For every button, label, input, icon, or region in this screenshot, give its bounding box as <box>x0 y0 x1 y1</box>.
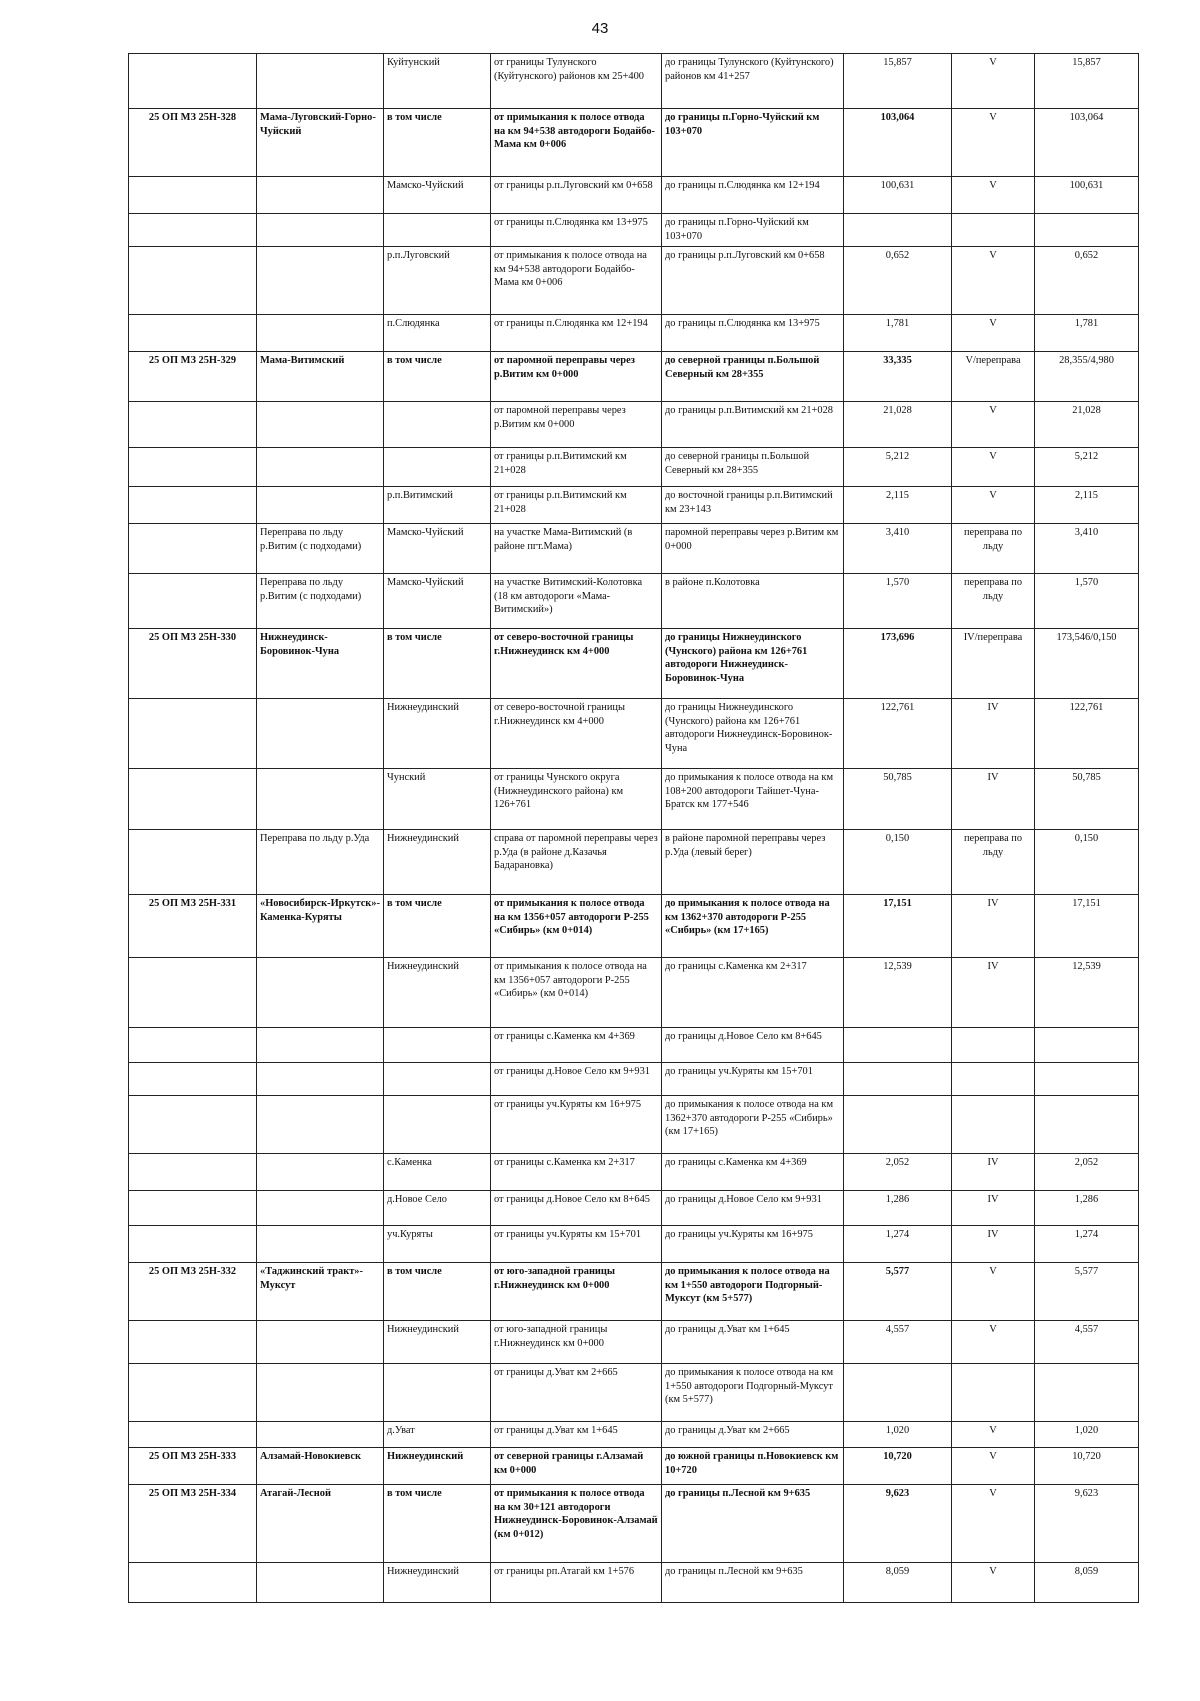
section-start-cell: от границы р.п.Луговский км 0+658 <box>491 177 662 214</box>
road-code-cell <box>129 448 257 487</box>
road-code-cell <box>129 54 257 109</box>
road-code-cell: 25 ОП МЗ 25Н-331 <box>129 895 257 958</box>
section-start-cell: от границы рп.Атагай км 1+576 <box>491 1563 662 1603</box>
section-end-cell: до границы п.Горно-Чуйский км 103+070 <box>662 109 844 177</box>
length-by-category-cell: 5,212 <box>1035 448 1139 487</box>
length-by-category-cell: 12,539 <box>1035 958 1139 1028</box>
road-name-cell: Мама-Витимский <box>257 352 384 402</box>
road-category-cell: V <box>952 247 1035 315</box>
district-cell: Нижнеудинский <box>384 958 491 1028</box>
road-name-cell <box>257 699 384 769</box>
table-row <box>129 524 1139 574</box>
road-name-cell <box>257 177 384 214</box>
length-km-cell: 122,761 <box>844 699 952 769</box>
table-row <box>129 1028 1139 1063</box>
length-by-category-cell: 1,274 <box>1035 1226 1139 1263</box>
road-code-cell <box>129 1422 257 1448</box>
section-end-cell: до границы уч.Куряты км 16+975 <box>662 1226 844 1263</box>
road-code-cell <box>129 177 257 214</box>
table-row <box>129 448 1139 487</box>
section-start-cell: на участке Мама-Витимский (в районе пгт.Мама) <box>491 524 662 574</box>
district-cell: р.п.Луговский <box>384 247 491 315</box>
section-end-cell: до границы д.Новое Село км 8+645 <box>662 1028 844 1063</box>
road-name-cell: Мама-Луговский-Горно-Чуйский <box>257 109 384 177</box>
road-name-cell <box>257 1096 384 1154</box>
road-category-cell: IV <box>952 699 1035 769</box>
section-start-cell: от примыкания к полосе отвода на км 94+538 автодороги Бодайбо-Мама км 0+006 <box>491 247 662 315</box>
road-name-cell <box>257 1563 384 1603</box>
length-by-category-cell: 103,064 <box>1035 109 1139 177</box>
section-end-cell: до северной границы п.Большой Северный км 28+355 <box>662 352 844 402</box>
road-name-cell <box>257 1226 384 1263</box>
length-by-category-cell: 173,546/0,150 <box>1035 629 1139 699</box>
length-by-category-cell: 1,286 <box>1035 1191 1139 1226</box>
section-start-cell: от границы Тулунского (Куйтунского) районов км 25+400 <box>491 54 662 109</box>
section-start-cell: от паромной переправы через р.Витим км 0+000 <box>491 402 662 448</box>
district-cell <box>384 1028 491 1063</box>
district-cell: в том числе <box>384 109 491 177</box>
road-code-cell <box>129 1321 257 1364</box>
length-by-category-cell: 28,355/4,980 <box>1035 352 1139 402</box>
road-name-cell <box>257 214 384 247</box>
length-by-category-cell <box>1035 1063 1139 1096</box>
section-end-cell: до примыкания к полосе отвода на км 1362+370 автодороги Р-255 «Сибирь» (км 17+165) <box>662 895 844 958</box>
road-code-cell <box>129 214 257 247</box>
length-km-cell: 0,652 <box>844 247 952 315</box>
table-row <box>129 629 1139 699</box>
road-code-cell <box>129 830 257 895</box>
length-by-category-cell: 1,020 <box>1035 1422 1139 1448</box>
section-start-cell: от границы п.Слюдянка км 13+975 <box>491 214 662 247</box>
length-km-cell <box>844 214 952 247</box>
table-row <box>129 895 1139 958</box>
section-start-cell: от границы р.п.Витимский км 21+028 <box>491 487 662 524</box>
section-start-cell: от северо-восточной границы г.Нижнеудинск км 4+000 <box>491 629 662 699</box>
road-category-cell: V <box>952 448 1035 487</box>
section-start-cell: от примыкания к полосе отвода на км 30+121 автодороги Нижнеудинск-Боровинок-Алзамай (км 0+012) <box>491 1485 662 1563</box>
road-category-cell <box>952 214 1035 247</box>
road-code-cell <box>129 1226 257 1263</box>
road-category-cell: IV <box>952 958 1035 1028</box>
section-end-cell: до границы с.Каменка км 2+317 <box>662 958 844 1028</box>
road-category-cell: V <box>952 402 1035 448</box>
road-name-cell: Атагай-Лесной <box>257 1485 384 1563</box>
section-end-cell: до границы п.Слюдянка км 12+194 <box>662 177 844 214</box>
section-end-cell: до границы п.Лесной км 9+635 <box>662 1563 844 1603</box>
table-row <box>129 958 1139 1028</box>
table-row <box>129 177 1139 214</box>
district-cell: п.Слюдянка <box>384 315 491 352</box>
length-km-cell: 17,151 <box>844 895 952 958</box>
length-km-cell: 21,028 <box>844 402 952 448</box>
length-km-cell: 5,212 <box>844 448 952 487</box>
section-end-cell: до примыкания к полосе отвода на км 1+550 автодороги Подгорный-Муксут (км 5+577) <box>662 1263 844 1321</box>
road-category-cell: переправа по льду <box>952 524 1035 574</box>
road-name-cell: Переправа по льду р.Витим (с подходами) <box>257 574 384 629</box>
length-by-category-cell: 2,052 <box>1035 1154 1139 1191</box>
road-name-cell <box>257 487 384 524</box>
length-by-category-cell: 3,410 <box>1035 524 1139 574</box>
road-code-cell <box>129 524 257 574</box>
length-km-cell: 2,052 <box>844 1154 952 1191</box>
length-by-category-cell: 0,150 <box>1035 830 1139 895</box>
length-km-cell: 173,696 <box>844 629 952 699</box>
table-row <box>129 1263 1139 1321</box>
road-code-cell <box>129 402 257 448</box>
road-code-cell <box>129 1364 257 1422</box>
length-km-cell: 4,557 <box>844 1321 952 1364</box>
section-end-cell: до границы р.п.Луговский км 0+658 <box>662 247 844 315</box>
section-end-cell: до границы д.Новое Село км 9+931 <box>662 1191 844 1226</box>
length-by-category-cell: 5,577 <box>1035 1263 1139 1321</box>
section-start-cell: от границы д.Новое Село км 8+645 <box>491 1191 662 1226</box>
section-end-cell: до границы р.п.Витимский км 21+028 <box>662 402 844 448</box>
length-by-category-cell: 122,761 <box>1035 699 1139 769</box>
road-category-cell <box>952 1063 1035 1096</box>
road-category-cell: IV <box>952 769 1035 830</box>
section-start-cell: от границы уч.Куряты км 15+701 <box>491 1226 662 1263</box>
road-name-cell: Переправа по льду р.Витим (с подходами) <box>257 524 384 574</box>
district-cell <box>384 448 491 487</box>
district-cell: в том числе <box>384 629 491 699</box>
table-row <box>129 574 1139 629</box>
section-start-cell: от паромной переправы через р.Витим км 0+000 <box>491 352 662 402</box>
road-category-cell: V <box>952 487 1035 524</box>
length-km-cell: 8,059 <box>844 1563 952 1603</box>
road-code-cell <box>129 1191 257 1226</box>
length-km-cell: 1,781 <box>844 315 952 352</box>
section-start-cell: от границы п.Слюдянка км 12+194 <box>491 315 662 352</box>
section-end-cell: до северной границы п.Большой Северный км 28+355 <box>662 448 844 487</box>
table-row <box>129 1364 1139 1422</box>
road-code-cell <box>129 247 257 315</box>
road-code-cell <box>129 1063 257 1096</box>
district-cell: Нижнеудинский <box>384 1563 491 1603</box>
section-end-cell: до примыкания к полосе отвода на км 1362+370 автодороги Р-255 «Сибирь» (км 17+165) <box>662 1096 844 1154</box>
road-name-cell <box>257 54 384 109</box>
table-row <box>129 1422 1139 1448</box>
road-code-cell <box>129 1563 257 1603</box>
section-start-cell: от примыкания к полосе отвода на км 1356+057 автодороги Р-255 «Сибирь» (км 0+014) <box>491 895 662 958</box>
page-number: 43 <box>591 20 609 37</box>
district-cell: в том числе <box>384 895 491 958</box>
table-row <box>129 1063 1139 1096</box>
district-cell <box>384 1364 491 1422</box>
section-start-cell: от юго-западной границы г.Нижнеудинск км 0+000 <box>491 1321 662 1364</box>
section-start-cell: от юго-западной границы г.Нижнеудинск км 0+000 <box>491 1263 662 1321</box>
road-code-cell: 25 ОП МЗ 25Н-328 <box>129 109 257 177</box>
road-category-cell: V <box>952 1422 1035 1448</box>
district-cell: уч.Куряты <box>384 1226 491 1263</box>
section-end-cell: до южной границы п.Новокиевск км 10+720 <box>662 1448 844 1485</box>
table-row <box>129 830 1139 895</box>
road-category-cell: V <box>952 1485 1035 1563</box>
length-by-category-cell: 8,059 <box>1035 1563 1139 1603</box>
section-end-cell: до границы п.Лесной км 9+635 <box>662 1485 844 1563</box>
table-row <box>129 769 1139 830</box>
road-code-cell <box>129 1028 257 1063</box>
table-row <box>129 1191 1139 1226</box>
road-name-cell: Переправа по льду р.Уда <box>257 830 384 895</box>
district-cell <box>384 214 491 247</box>
section-end-cell: до границы Нижнеудинского (Чунского) района км 126+761 автодороги Нижнеудинск-Боровинок-Чуна <box>662 629 844 699</box>
road-name-cell <box>257 1321 384 1364</box>
length-km-cell: 2,115 <box>844 487 952 524</box>
road-category-cell: V <box>952 1263 1035 1321</box>
section-start-cell: от примыкания к полосе отвода на км 94+538 автодороги Бодайбо-Мама км 0+006 <box>491 109 662 177</box>
length-km-cell: 5,577 <box>844 1263 952 1321</box>
length-by-category-cell: 15,857 <box>1035 54 1139 109</box>
length-km-cell: 3,410 <box>844 524 952 574</box>
section-start-cell: на участке Витимский-Колотовка (18 км автодороги «Мама-Витимский») <box>491 574 662 629</box>
road-category-cell: V <box>952 1321 1035 1364</box>
section-start-cell: от границы с.Каменка км 2+317 <box>491 1154 662 1191</box>
section-end-cell: до границы уч.Куряты км 15+701 <box>662 1063 844 1096</box>
table-row <box>129 1154 1139 1191</box>
table-row <box>129 487 1139 524</box>
table-row <box>129 315 1139 352</box>
table-row <box>129 247 1139 315</box>
length-km-cell: 103,064 <box>844 109 952 177</box>
road-name-cell <box>257 1063 384 1096</box>
district-cell: Куйтунский <box>384 54 491 109</box>
road-category-cell: IV <box>952 1226 1035 1263</box>
district-cell: Мамско-Чуйский <box>384 524 491 574</box>
section-start-cell: от границы Чунского округа (Нижнеудинского района) км 126+761 <box>491 769 662 830</box>
table-row <box>129 1448 1139 1485</box>
district-cell <box>384 1063 491 1096</box>
table-row <box>129 1321 1139 1364</box>
road-name-cell <box>257 769 384 830</box>
district-cell: Нижнеудинский <box>384 699 491 769</box>
road-category-cell: V <box>952 54 1035 109</box>
road-name-cell <box>257 1154 384 1191</box>
road-name-cell: «Таджинский тракт»-Муксут <box>257 1263 384 1321</box>
length-km-cell: 12,539 <box>844 958 952 1028</box>
road-code-cell: 25 ОП МЗ 25Н-334 <box>129 1485 257 1563</box>
length-km-cell: 1,274 <box>844 1226 952 1263</box>
section-end-cell: до границы с.Каменка км 4+369 <box>662 1154 844 1191</box>
length-km-cell: 33,335 <box>844 352 952 402</box>
section-start-cell: от границы д.Уват км 1+645 <box>491 1422 662 1448</box>
road-code-cell <box>129 315 257 352</box>
road-name-cell <box>257 1422 384 1448</box>
road-code-cell <box>129 1154 257 1191</box>
road-code-cell: 25 ОП МЗ 25Н-330 <box>129 629 257 699</box>
district-cell <box>384 1096 491 1154</box>
road-code-cell: 25 ОП МЗ 25Н-333 <box>129 1448 257 1485</box>
road-name-cell <box>257 1028 384 1063</box>
length-by-category-cell: 2,115 <box>1035 487 1139 524</box>
road-code-cell <box>129 769 257 830</box>
road-name-cell <box>257 1191 384 1226</box>
section-end-cell: до границы Нижнеудинского (Чунского) района км 126+761 автодороги Нижнеудинск-Боровинок-Чуна <box>662 699 844 769</box>
roads-table <box>128 53 1139 1603</box>
length-by-category-cell: 9,623 <box>1035 1485 1139 1563</box>
road-category-cell <box>952 1028 1035 1063</box>
road-category-cell: переправа по льду <box>952 830 1035 895</box>
road-name-cell <box>257 448 384 487</box>
roads-table-body <box>129 54 1139 1603</box>
table-row <box>129 1485 1139 1563</box>
district-cell: Мамско-Чуйский <box>384 177 491 214</box>
road-category-cell: V <box>952 315 1035 352</box>
road-name-cell <box>257 1364 384 1422</box>
length-km-cell: 50,785 <box>844 769 952 830</box>
section-end-cell: до границы Тулунского (Куйтунского) районов км 41+257 <box>662 54 844 109</box>
road-name-cell <box>257 402 384 448</box>
district-cell: в том числе <box>384 1485 491 1563</box>
district-cell: Нижнеудинский <box>384 1448 491 1485</box>
road-category-cell: IV <box>952 1191 1035 1226</box>
section-start-cell: от северной границы г.Алзамай км 0+000 <box>491 1448 662 1485</box>
length-by-category-cell: 17,151 <box>1035 895 1139 958</box>
road-category-cell: IV/переправа <box>952 629 1035 699</box>
table-row <box>129 699 1139 769</box>
road-category-cell: V <box>952 109 1035 177</box>
section-start-cell: от границы р.п.Витимский км 21+028 <box>491 448 662 487</box>
district-cell: в том числе <box>384 352 491 402</box>
length-km-cell: 1,020 <box>844 1422 952 1448</box>
length-by-category-cell: 0,652 <box>1035 247 1139 315</box>
length-by-category-cell: 10,720 <box>1035 1448 1139 1485</box>
table-row <box>129 352 1139 402</box>
length-by-category-cell: 100,631 <box>1035 177 1139 214</box>
section-start-cell: от границы уч.Куряты км 16+975 <box>491 1096 662 1154</box>
road-category-cell: IV <box>952 895 1035 958</box>
length-by-category-cell <box>1035 1096 1139 1154</box>
table-row <box>129 1226 1139 1263</box>
section-end-cell: до примыкания к полосе отвода на км 108+200 автодороги Тайшет-Чуна-Братск км 177+546 <box>662 769 844 830</box>
section-start-cell: от границы д.Уват км 2+665 <box>491 1364 662 1422</box>
length-km-cell: 10,720 <box>844 1448 952 1485</box>
section-end-cell: до восточной границы р.п.Витимский км 23+143 <box>662 487 844 524</box>
road-name-cell: Алзамай-Новокиевск <box>257 1448 384 1485</box>
section-end-cell: в районе паромной переправы через р.Уда (левый берег) <box>662 830 844 895</box>
district-cell: Нижнеудинский <box>384 1321 491 1364</box>
length-by-category-cell <box>1035 1364 1139 1422</box>
road-code-cell <box>129 574 257 629</box>
road-code-cell: 25 ОП МЗ 25Н-332 <box>129 1263 257 1321</box>
district-cell: Мамско-Чуйский <box>384 574 491 629</box>
road-name-cell <box>257 315 384 352</box>
length-by-category-cell: 1,570 <box>1035 574 1139 629</box>
length-by-category-cell: 50,785 <box>1035 769 1139 830</box>
road-category-cell: переправа по льду <box>952 574 1035 629</box>
table-row <box>129 214 1139 247</box>
district-cell: р.п.Витимский <box>384 487 491 524</box>
district-cell: д.Новое Село <box>384 1191 491 1226</box>
section-start-cell: от примыкания к полосе отвода на км 1356+057 автодороги Р-255 «Сибирь» (км 0+014) <box>491 958 662 1028</box>
section-end-cell: до границы п.Горно-Чуйский км 103+070 <box>662 214 844 247</box>
length-by-category-cell: 1,781 <box>1035 315 1139 352</box>
section-end-cell: до примыкания к полосе отвода на км 1+550 автодороги Подгорный-Муксут (км 5+577) <box>662 1364 844 1422</box>
section-end-cell: в районе п.Колотовка <box>662 574 844 629</box>
road-category-cell: V <box>952 1563 1035 1603</box>
length-by-category-cell <box>1035 214 1139 247</box>
table-row <box>129 1096 1139 1154</box>
road-name-cell: Нижнеудинск-Боровинок-Чуна <box>257 629 384 699</box>
section-start-cell: от северо-восточной границы г.Нижнеудинск км 4+000 <box>491 699 662 769</box>
road-category-cell <box>952 1364 1035 1422</box>
district-cell: Чунский <box>384 769 491 830</box>
district-cell <box>384 402 491 448</box>
length-km-cell: 9,623 <box>844 1485 952 1563</box>
table-row <box>129 1563 1139 1603</box>
length-km-cell: 1,286 <box>844 1191 952 1226</box>
table-row <box>129 54 1139 109</box>
road-code-cell: 25 ОП МЗ 25Н-329 <box>129 352 257 402</box>
district-cell: Нижнеудинский <box>384 830 491 895</box>
section-end-cell: паромной переправы через р.Витим км 0+000 <box>662 524 844 574</box>
road-category-cell: IV <box>952 1154 1035 1191</box>
length-by-category-cell: 4,557 <box>1035 1321 1139 1364</box>
road-code-cell <box>129 958 257 1028</box>
section-end-cell: до границы д.Уват км 2+665 <box>662 1422 844 1448</box>
road-category-cell: V/переправа <box>952 352 1035 402</box>
section-start-cell: от границы с.Каменка км 4+369 <box>491 1028 662 1063</box>
length-km-cell <box>844 1063 952 1096</box>
length-km-cell: 100,631 <box>844 177 952 214</box>
road-name-cell <box>257 247 384 315</box>
section-start-cell: от границы д.Новое Село км 9+931 <box>491 1063 662 1096</box>
road-category-cell <box>952 1096 1035 1154</box>
length-km-cell: 15,857 <box>844 54 952 109</box>
length-km-cell <box>844 1096 952 1154</box>
road-name-cell <box>257 958 384 1028</box>
table-row <box>129 109 1139 177</box>
length-by-category-cell: 21,028 <box>1035 402 1139 448</box>
road-category-cell: V <box>952 1448 1035 1485</box>
length-by-category-cell <box>1035 1028 1139 1063</box>
length-km-cell: 1,570 <box>844 574 952 629</box>
length-km-cell <box>844 1028 952 1063</box>
road-code-cell <box>129 487 257 524</box>
length-km-cell: 0,150 <box>844 830 952 895</box>
road-category-cell: V <box>952 177 1035 214</box>
road-code-cell <box>129 699 257 769</box>
district-cell: с.Каменка <box>384 1154 491 1191</box>
road-code-cell <box>129 1096 257 1154</box>
district-cell: в том числе <box>384 1263 491 1321</box>
section-end-cell: до границы п.Слюдянка км 13+975 <box>662 315 844 352</box>
road-name-cell: «Новосибирск-Иркутск»-Каменка-Куряты <box>257 895 384 958</box>
table-row <box>129 402 1139 448</box>
district-cell: д.Уват <box>384 1422 491 1448</box>
length-km-cell <box>844 1364 952 1422</box>
section-end-cell: до границы д.Уват км 1+645 <box>662 1321 844 1364</box>
section-start-cell: справа от паромной переправы через р.Уда (в районе д.Казачья Бадарановка) <box>491 830 662 895</box>
